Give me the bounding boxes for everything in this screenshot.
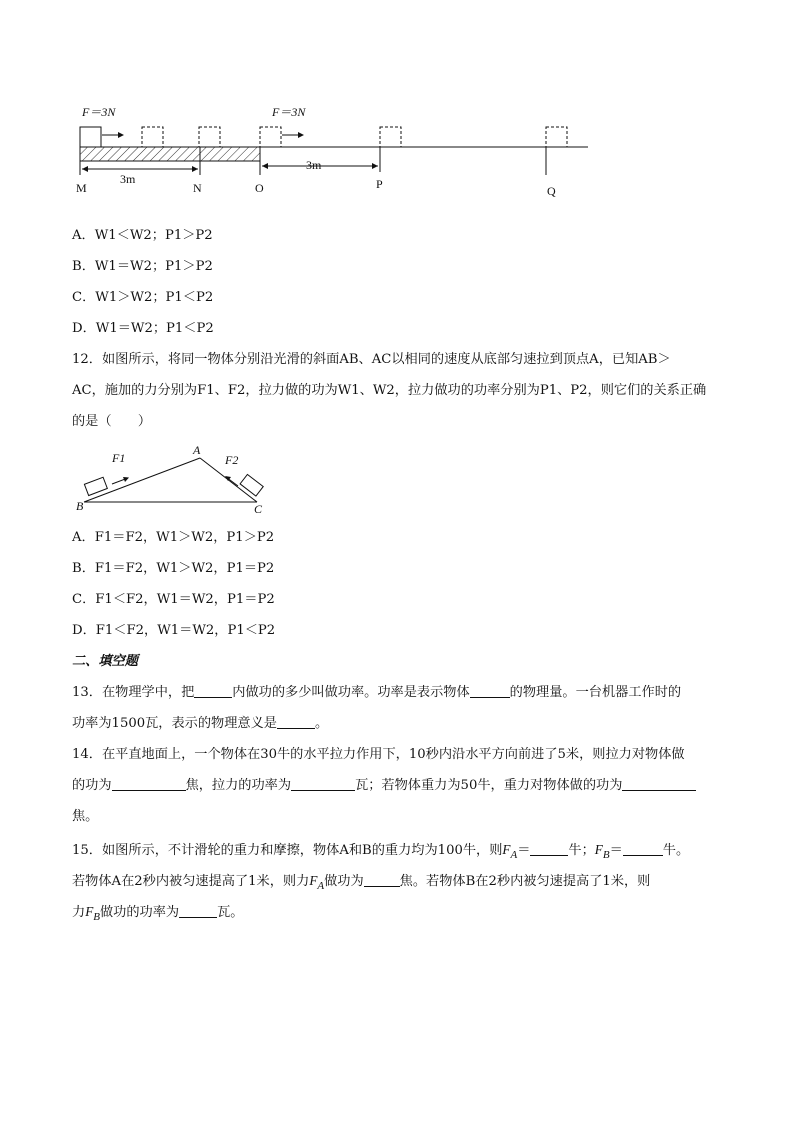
answer-blank[interactable] — [530, 841, 568, 856]
q11-option-b: B．W1＝W2；P1＞P2 — [72, 259, 213, 274]
q12-line-3: 的是（ ） — [72, 414, 152, 429]
answer-blank[interactable] — [622, 776, 696, 791]
answer-blank[interactable] — [364, 872, 400, 887]
block-solid — [80, 127, 101, 147]
vertex-label-a: A — [193, 443, 201, 457]
section-title: 二、填空题 — [72, 654, 138, 669]
point-label-o: O — [255, 181, 264, 195]
block-on-ac — [240, 474, 263, 496]
q15-line-1: 15．如图所示，不计滑轮的重力和摩擦，物体A和B的重力均为100牛，则$F_A=$ 牛；$F_B=$ 牛。 — [72, 842, 690, 861]
block-on-ab — [84, 477, 107, 495]
answer-blank[interactable] — [179, 903, 217, 918]
q12-line-1: 12．如图所示，将同一物体分别沿光滑的斜面AB、AC以相同的速度从底部匀速拉到顶点A，已知AB＞ — [72, 352, 671, 367]
distance-label-mn: 3m — [120, 172, 136, 186]
force-label-right: F＝3N — [272, 105, 306, 119]
point-label-p: P — [376, 177, 383, 191]
q12-option-d: D．F1＜F2，W1＝W2，P1＜P2 — [72, 623, 276, 638]
answer-blank[interactable] — [623, 841, 663, 856]
incline-diagram — [72, 440, 292, 520]
answer-blank[interactable] — [194, 683, 232, 698]
distance-label-op: 3m — [306, 158, 322, 172]
q12-option-c: C．F1＜F2，W1＝W2，P1＝P2 — [72, 592, 275, 607]
q12-option-a: A．F1＝F2，W1＞W2，P1＞P2 — [72, 530, 275, 545]
point-label-q: Q — [547, 184, 556, 198]
q14-line-3: 焦。 — [72, 809, 99, 824]
answer-blank[interactable] — [291, 776, 355, 791]
block-dashed — [199, 127, 220, 147]
block-dashed — [142, 127, 163, 147]
block-dashed — [260, 127, 281, 147]
q11-option-a: A．W1＜W2；P1＞P2 — [72, 228, 213, 243]
q15-line-3: 力$F_B$做功的功率为 瓦。 — [72, 904, 244, 923]
vertex-label-b: B — [76, 499, 84, 513]
q11-option-c: C．W1＞W2；P1＜P2 — [72, 290, 214, 305]
block-dashed — [380, 127, 401, 147]
q13-line-2: 功率为1500瓦，表示的物理意义是 。 — [72, 716, 329, 731]
q12-option-b: B．F1＝F2，W1＞W2，P1＝P2 — [72, 561, 275, 576]
vertex-label-c: C — [254, 502, 263, 516]
block-dashed — [546, 127, 567, 147]
answer-blank[interactable] — [277, 714, 315, 729]
q12-line-2: AC，施加的力分别为F1、F2，拉力做的功为W1、W2，拉力做功的功率分别为P1、P2，则它们的关系正确 — [72, 383, 707, 398]
q11-option-d: D．W1＝W2；P1＜P2 — [72, 321, 214, 336]
rough-surface — [80, 147, 260, 161]
force-label-f1: F1 — [112, 451, 126, 465]
point-label-m: M — [76, 181, 87, 195]
answer-blank[interactable] — [470, 683, 510, 698]
q14-line-2: 的功为 焦，拉力的功率为 瓦；若物体重力为50牛，重力对物体做的功为 — [72, 776, 696, 796]
force-label-left: F＝3N — [82, 105, 116, 119]
q13-line-1: 13．在物理学中，把 内做功的多少叫做功率。功率是表示物体 的物理量。一台机器工作时的 — [72, 685, 682, 700]
q15-line-2: 若物体A在2秒内被匀速提高了1米，则力$F_A$做功为 焦。若物体B在2秒内被匀速提高了1米，则 — [72, 873, 651, 892]
answer-blank[interactable] — [112, 776, 186, 791]
force-label-f2: F2 — [225, 453, 239, 467]
q14-line-1: 14．在平直地面上，一个物体在30牛的水平拉力作用下，10秒内沿水平方向前进了5米，则拉力对物体做 — [72, 747, 685, 762]
point-label-n: N — [193, 181, 202, 195]
